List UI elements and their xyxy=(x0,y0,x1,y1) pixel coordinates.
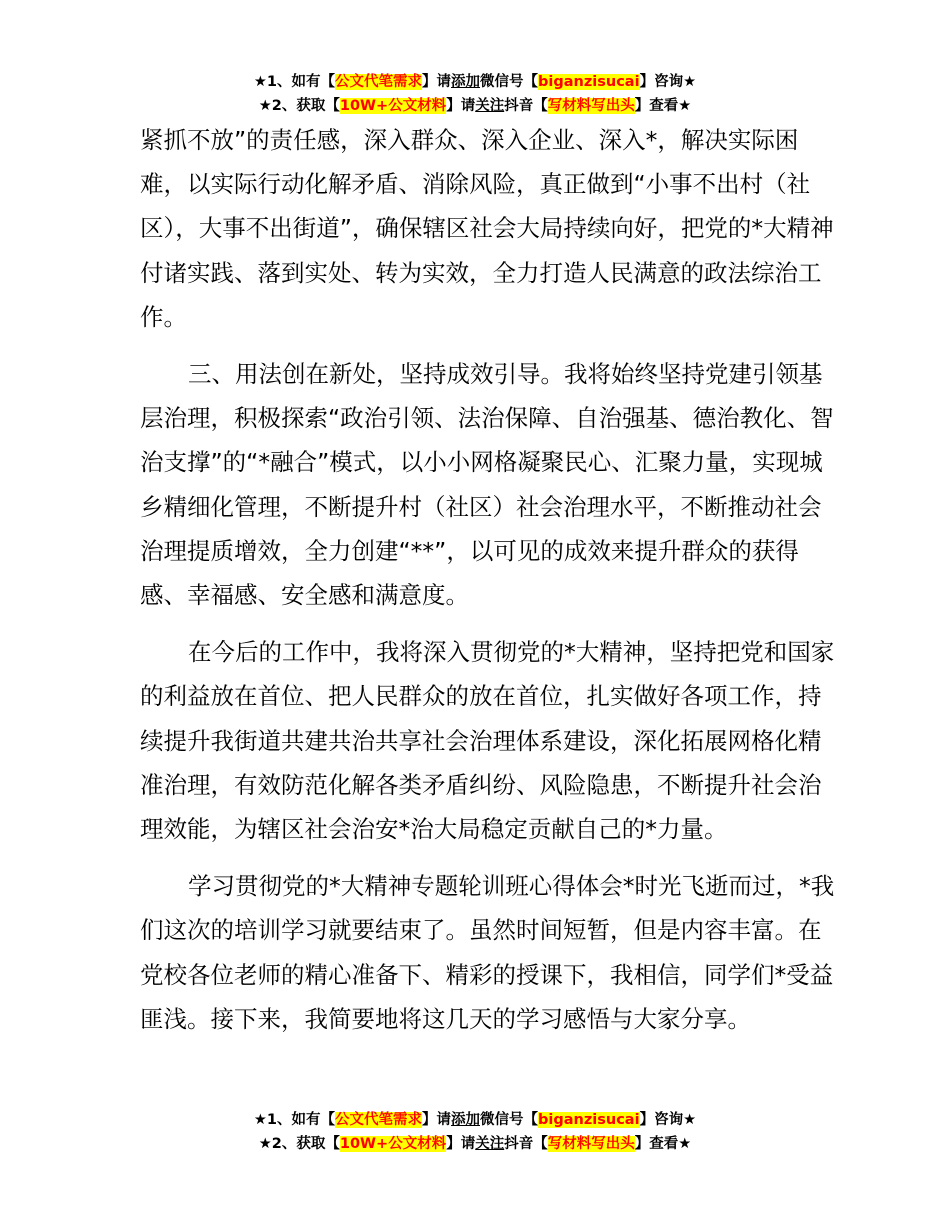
promo-line-2 xyxy=(0,1132,950,1156)
promo-highlight: 公文代笔需求 xyxy=(335,74,423,90)
promo-line-1 xyxy=(0,1108,950,1132)
header-promo-banner xyxy=(0,70,950,118)
promo-text: ★1、如有【 xyxy=(253,1112,336,1128)
promo-text: 】咨询★ xyxy=(639,74,697,90)
promo-text: 抖音【 xyxy=(504,1136,548,1152)
promo-highlight: 10W+公文材料 xyxy=(339,1136,447,1152)
promo-text: 】请 xyxy=(446,1136,476,1152)
promo-line-2 xyxy=(0,94,950,118)
promo-text: ★2、获取【 xyxy=(258,98,340,114)
promo-underlined: 关注 xyxy=(475,98,505,114)
promo-text: ★1、如有【 xyxy=(253,74,336,90)
promo-text: 】请 xyxy=(422,74,452,90)
promo-text: 微信号【 xyxy=(480,1112,539,1128)
promo-highlight-douyin: 写材料写出头 xyxy=(547,1136,635,1152)
promo-highlight-douyin: 写材料写出头 xyxy=(547,98,635,114)
promo-highlight: 公文代笔需求 xyxy=(335,1112,423,1128)
promo-underlined: 添加 xyxy=(451,74,481,90)
promo-text: 】请 xyxy=(446,98,476,114)
promo-text: 】咨询★ xyxy=(639,1112,697,1128)
promo-highlight-wechat: biganzisucai xyxy=(538,1112,640,1128)
paragraph-future-work: 在今后的工作中，我将深入贯彻党的*大精神，坚持把党和国家的利益放在首位、把人民群众的放在首位，扎实做好各项工作，持续提升我街道共建共治共享社会治理体系建设，深化拓展网格化精准治理，有效防范化解各类矛盾纠纷、风险隐患，不断提升社会治理效能，为辖区社会治安*治大局稳定贡献自己的*力量。 xyxy=(140,638,835,844)
footer-promo-banner xyxy=(0,1108,950,1156)
promo-underlined: 关注 xyxy=(475,1136,505,1152)
document-body xyxy=(140,118,836,1054)
promo-highlight-wechat: biganzisucai xyxy=(538,74,640,90)
promo-line-1 xyxy=(0,70,950,94)
paragraph-study-reflection: 学习贯彻党的*大精神专题轮训班心得体会*时光飞逝而过，*我们这次的培训学习就要结束了。虽然时间短暂，但是内容丰富。在党校各位老师的精心准备下、精彩的授课下，我相信，同学们*受益匪浅。接下来，我简要地将这几天的学习感悟与大家分享。 xyxy=(140,872,835,1033)
promo-text: 】查看★ xyxy=(634,1136,692,1152)
paragraph-continuation: 紧抓不放”的责任感，深入群众、深入企业、深入*，解决实际困难，以实际行动化解矛盾、消除风险，真正做到“小事不出村（社区），大事不出街道”，确保辖区社会大局持续向好，把党的*大精神付诸实践、落到实处、转为实效，全力打造人民满意的政法综治工作。 xyxy=(140,126,834,331)
promo-highlight: 10W+公文材料 xyxy=(339,98,447,114)
paragraph-section-three: 三、用法创在新处，坚持成效引导。我将始终坚持党建引领基层治理，积极探索“政治引领、法治保障、自治强基、德治教化、智治支撑”的“*融合”模式，以小小网格凝聚民心、汇聚力量，实现城乡精细化管理，不断提升村（社区）社会治理水平，不断推动社会治理提质增效，全力创建“**”，以可见的成效来提升群众的获得感、幸福感、安全感和满意度。 xyxy=(140,360,834,610)
promo-text: ★2、获取【 xyxy=(258,1136,340,1152)
promo-text: 微信号【 xyxy=(480,74,539,90)
promo-text: 抖音【 xyxy=(504,98,548,114)
promo-underlined: 添加 xyxy=(451,1112,481,1128)
promo-text: 】查看★ xyxy=(634,98,692,114)
promo-text: 】请 xyxy=(422,1112,452,1128)
